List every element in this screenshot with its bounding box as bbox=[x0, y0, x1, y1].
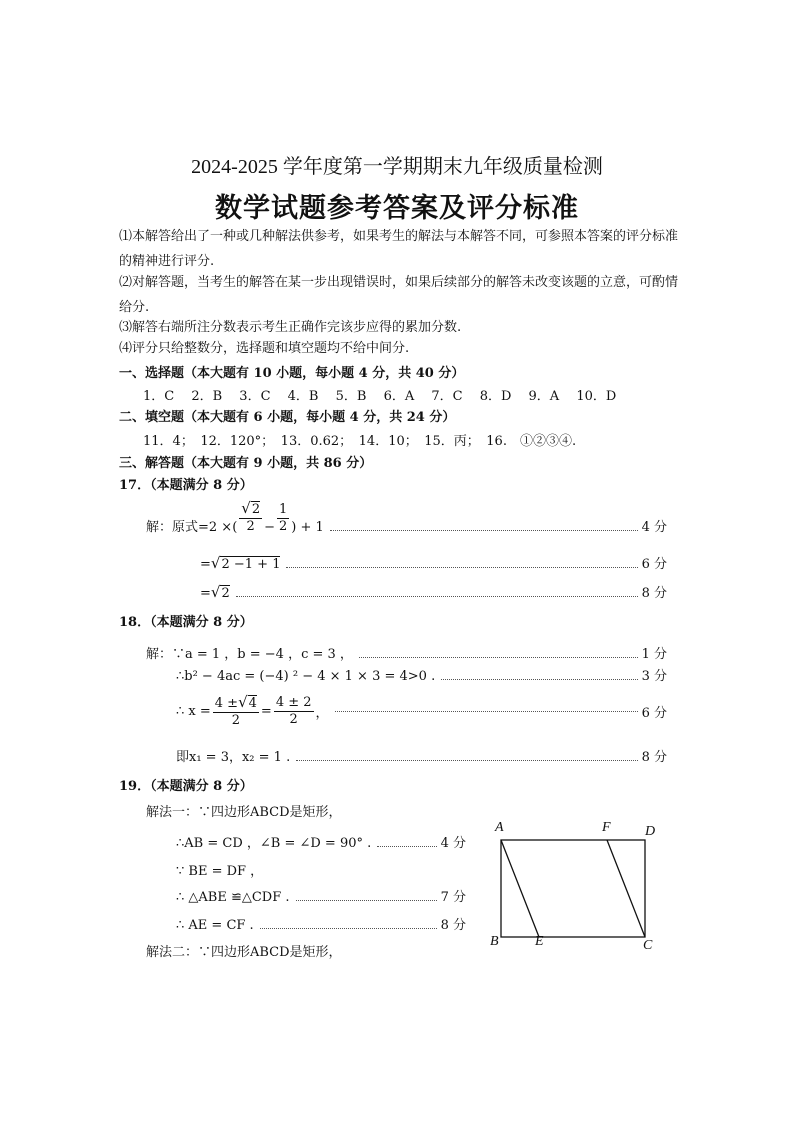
q17-frac-sqrt2: $\frac{√2}{2}$ bbox=[241, 499, 261, 534]
q17-minus: − bbox=[264, 520, 276, 535]
q19-m1-intro: 解法一：∵四边形ABCD是矩形， bbox=[146, 805, 342, 820]
q19-m1-l1-text: ∴AB = CD ，∠B = ∠D = 90° . bbox=[176, 836, 372, 851]
q17-title: 17．（本题满分 8 分） bbox=[119, 478, 253, 493]
q19-m2-intro: 解法二：∵四边形ABCD是矩形， bbox=[146, 945, 342, 960]
label-b: B bbox=[490, 934, 499, 949]
q18-score-2: 3 分 bbox=[641, 669, 667, 684]
q18-line3 bbox=[176, 694, 667, 729]
section-fill-answers: 11．4； 12．120°； 13．0.62； 14．10； 15．丙； 16. ①②③④. bbox=[143, 434, 577, 449]
q17-line2: = √ 2 −1 + 1 6 分 bbox=[200, 554, 667, 572]
q18-frac1-rad: 4 bbox=[248, 696, 257, 711]
segment-ae bbox=[501, 840, 539, 937]
q17-sqrt2: 2 bbox=[251, 502, 261, 517]
q18-x-eq: ∴ x = bbox=[176, 704, 211, 719]
q18-frac2-den: 2 bbox=[289, 712, 298, 727]
q18-title: 18．（本题满分 8 分） bbox=[119, 615, 253, 630]
q18-line2-text: ∴b² − 4ac = (−4) ² − 4 × 1 × 3 = 4>0 . bbox=[176, 669, 436, 684]
label-c: C bbox=[643, 938, 653, 953]
q19-m1-score-3: 7 分 bbox=[440, 890, 466, 905]
section-fill-heading: 二、填空题（本大题有 6 小题，每小题 4 分，共 24 分） bbox=[119, 410, 456, 425]
q17-line1 bbox=[146, 500, 667, 535]
q18-frac2-num: 4 ± 2 bbox=[275, 695, 312, 710]
q17-frac-half bbox=[277, 502, 289, 535]
section-solve-heading: 三、解答题（本大题有 9 小题，共 86 分） bbox=[119, 456, 373, 471]
label-f: F bbox=[602, 820, 611, 835]
q18-score-3: 6 分 bbox=[641, 706, 667, 721]
q19-m1-score-1: 4 分 bbox=[440, 836, 466, 851]
q18-frac1-den: 2 bbox=[231, 713, 240, 728]
segment-fc bbox=[607, 840, 645, 937]
q17-score-2: 6 分 bbox=[641, 557, 667, 572]
note-3: ⑶解答右端所注分数表示考生正确作完该步应得的累加分数. bbox=[119, 320, 462, 335]
q17-one: 1 bbox=[279, 502, 288, 517]
q19-m1-line4 bbox=[176, 914, 466, 933]
q18-score-1: 1 分 bbox=[641, 647, 667, 662]
rect-abcd bbox=[501, 840, 645, 937]
section-choice-answers: 1．C 2．B 3．C 4．B 5．B 6．A 7．C 8．D 9．A 10．D bbox=[143, 389, 617, 404]
q19-m1-score-4: 8 分 bbox=[440, 918, 466, 933]
rectangle-figure-svg bbox=[488, 818, 668, 958]
q18-frac2 bbox=[274, 695, 314, 728]
q17-den1: 2 bbox=[246, 519, 255, 534]
rectangle-figure bbox=[488, 818, 668, 958]
label-d: D bbox=[645, 824, 656, 839]
note-1: ⑴本解答给出了一种或几种解法供参考，如果考生的解法与本解答不同，可参照本答案的评分标准的精神进行评分. bbox=[119, 229, 679, 269]
q19-m1-l4-text: ∴ AE = CF . bbox=[176, 918, 254, 933]
q19-m1-l3-text: ∴ △ABE ≌△CDF . bbox=[176, 890, 290, 905]
q18-line4-text: 即x₁ = 3，x₂ = 1 . bbox=[176, 750, 291, 765]
note-2: ⑵对解答题，当考生的解答在某一步出现错误时，如果后续部分的解答未改变该题的立意，可酌情给分. bbox=[119, 275, 679, 315]
doc-title: 数学试题参考答案及评分标准 bbox=[215, 193, 579, 224]
q19-m1-line2: ∵ BE = DF ， bbox=[176, 864, 264, 879]
exam-title: 2024-2025 学年度第一学期期末九年级质量检测 bbox=[191, 156, 603, 178]
q18-eq: = bbox=[260, 704, 272, 719]
q17-score-3: 8 分 bbox=[641, 586, 667, 601]
q17-den2: 2 bbox=[279, 519, 288, 534]
q19-title: 19．（本题满分 8 分） bbox=[119, 779, 253, 794]
q19-m1-line1 bbox=[176, 832, 466, 851]
q17-score-1: 4 分 bbox=[641, 520, 667, 535]
q17-line2-expr: 2 −1 + 1 bbox=[221, 557, 281, 572]
q19-m1-line3 bbox=[176, 886, 466, 905]
q18-comma: ， bbox=[315, 706, 329, 721]
q18-score-4: 8 分 bbox=[641, 750, 667, 765]
q17-line3-expr: 2 bbox=[221, 586, 230, 601]
q18-line2 bbox=[176, 665, 667, 684]
label-e: E bbox=[535, 934, 544, 949]
note-4: ⑷评分只给整数分，选择题和填空题均不给中间分. bbox=[119, 341, 410, 356]
q18-line1-text: 解：∵a = 1 ，b = −4 ，c = 3 ， bbox=[146, 647, 353, 662]
label-a: A bbox=[495, 820, 504, 835]
q17-tail: ) + 1 bbox=[291, 520, 324, 535]
section-choice-heading: 一、选择题（本大题有 10 小题，每小题 4 分，共 40 分） bbox=[119, 366, 465, 381]
q18-frac1-num: 4 ± bbox=[214, 696, 239, 711]
q18-line4 bbox=[176, 746, 667, 765]
q18-frac1: $\frac{4 \pm√4}{2}$ bbox=[214, 693, 257, 728]
q17-prefix: 解：原式=2 ×( bbox=[146, 520, 238, 535]
q18-line1 bbox=[146, 643, 667, 662]
q17-eq2: = bbox=[200, 557, 211, 572]
q17-eq3: = bbox=[200, 586, 211, 601]
q17-line3: = √ 2 8 分 bbox=[200, 583, 667, 601]
